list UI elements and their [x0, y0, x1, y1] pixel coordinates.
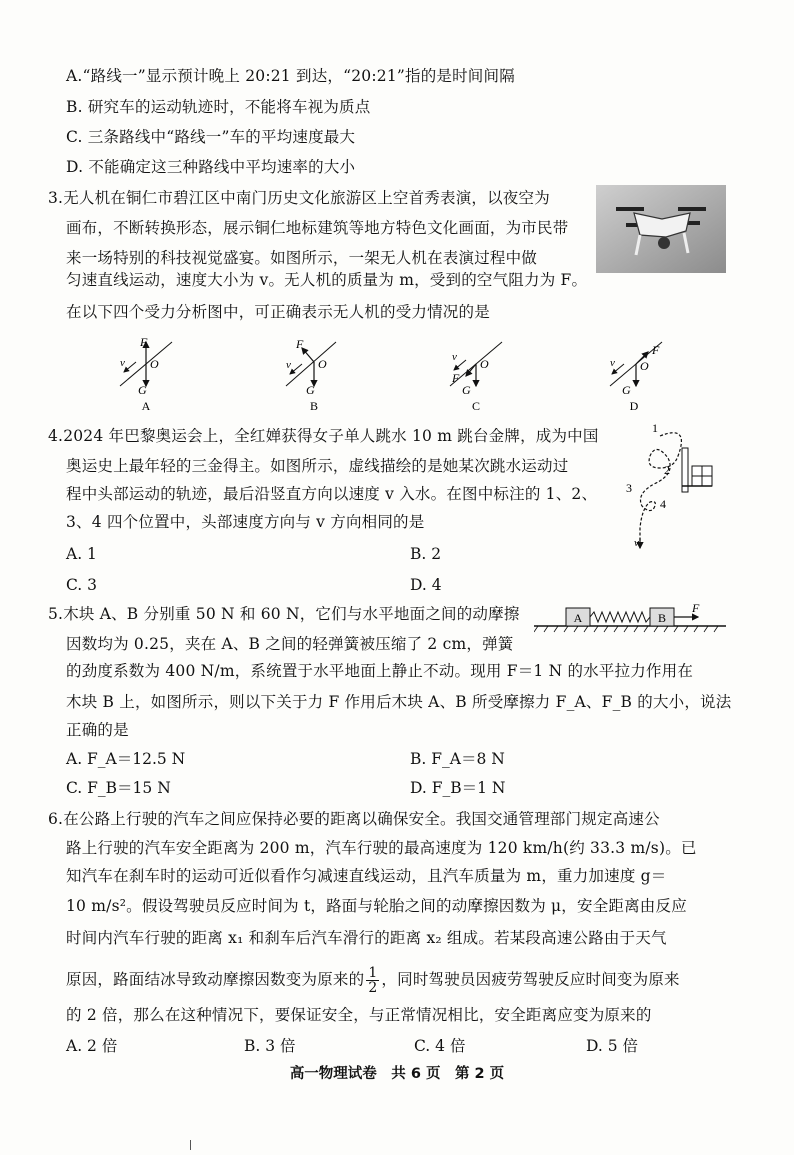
- q4-option-a: A. 1: [66, 545, 97, 563]
- q5-line-4: 木块 B 上，如图所示，则以下关于力 F 作用后木块 A、B 所受摩擦力 F_A、F_B 的大小，说法: [66, 693, 732, 711]
- diagram-a-o-label: O: [150, 357, 159, 371]
- diagram-c-v-label: v: [452, 351, 457, 363]
- diving-trajectory-figure: [620, 418, 730, 552]
- q6-line-6-before: 原因，路面结冰导致动摩擦因数变为原来的: [66, 970, 365, 989]
- q2-option-b: B. 研究车的运动轨迹时，不能将车视为质点: [66, 98, 371, 116]
- q3-force-diagrams: [110, 336, 710, 414]
- q6-line-7: 的 2 倍，那么在这种情况下，要保证安全，与正常情况相比，安全距离应变为原来的: [66, 1006, 652, 1024]
- q6-option-d: D. 5 倍: [586, 1037, 639, 1055]
- q6-line-3: 知汽车在刹车时的运动可近似看作匀减速直线运动，且汽车质量为 m，重力加速度 g＝: [66, 867, 667, 885]
- diagram-d-o-label: O: [640, 359, 649, 373]
- trajectory-point-3: 3: [626, 481, 632, 495]
- q5-line-1: 5.木块 A、B 分别重 50 N 和 60 N，它们与水平地面之间的动摩擦: [48, 605, 520, 623]
- q5-option-c: C. F_B＝15 N: [66, 779, 171, 797]
- q5-option-b: B. F_A＝8 N: [410, 750, 505, 768]
- diagram-a-v-label: v: [120, 357, 125, 369]
- q6-fraction-numerator: 1: [368, 965, 378, 981]
- diagram-d-g-label: G: [622, 383, 631, 397]
- block-a-label: A: [573, 611, 583, 625]
- trajectory-point-1: 1: [652, 421, 658, 435]
- force-f-label: F: [692, 601, 700, 615]
- q3-line-3: 来一场特别的科技视觉盛宴。如图所示，一架无人机在表演过程中做: [66, 249, 538, 267]
- q3-line-1: 3.无人机在铜仁市碧江区中南门历史文化旅游区上空首秀表演，以夜空为: [48, 189, 550, 207]
- q6-line-6-after: ，同时驾驶员因疲劳驾驶反应时间变为原来: [381, 970, 680, 989]
- trajectory-velocity-label: v: [634, 537, 639, 549]
- block-b-label: B: [657, 611, 667, 625]
- q2-option-d: D. 不能确定这三种路线中平均速率的大小: [66, 158, 356, 176]
- q4-line-3: 程中头部运动的轨迹，最后沿竖直方向以速度 v 入水。在图中标注的 1、2、: [66, 485, 598, 503]
- q3-line-4: 匀速直线运动，速度大小为 v。无人机的质量为 m，受到的空气阻力为 F。: [66, 271, 588, 289]
- q4-line-4: 3、4 四个位置中，头部速度方向与 v 方向相同的是: [66, 513, 425, 531]
- spring-blocks-figure: [534, 598, 730, 638]
- q6-line-5: 时间内汽车行驶的距离 x₁ 和刹车后汽车滑行的距离 x₂ 组成。若某段高速公路由于天气: [66, 929, 667, 947]
- diagram-d-v-label: v: [610, 357, 615, 369]
- diagram-d-letter: D: [629, 399, 639, 413]
- diagram-a-f-label: F: [140, 336, 148, 349]
- diagram-b: [286, 337, 336, 413]
- q6-line-4: 10 m/s²。假设驾驶员反应时间为 t，路面与轮胎之间的动摩擦因数为 μ，安全距离由反应: [66, 897, 687, 915]
- diagram-c-f-label: F: [452, 371, 460, 385]
- q4-line-1: 4.2024 年巴黎奥运会上，全红婵获得女子单人跳水 10 m 跳台金牌，成为中国: [48, 427, 599, 445]
- q6-option-a: A. 2 倍: [66, 1037, 118, 1055]
- q5-line-2: 因数均为 0.25，夹在 A、B 之间的轻弹簧被压缩了 2 cm，弹簧: [66, 635, 514, 653]
- q2-option-a: A.“路线一”显示预计晚上 20:21 到达，“20:21”指的是时间间隔: [66, 67, 515, 85]
- q3-line-5: 在以下四个受力分析图中，可正确表示无人机的受力情况的是: [66, 303, 490, 321]
- q6-fraction: [366, 966, 379, 995]
- diagram-b-letter: B: [309, 399, 319, 413]
- diagram-a: [120, 336, 172, 413]
- diagram-a-letter: A: [141, 399, 151, 413]
- q6-option-c: C. 4 倍: [414, 1037, 466, 1055]
- diagram-d: [610, 342, 662, 413]
- q6-option-b: B. 3 倍: [244, 1037, 296, 1055]
- diagram-c: [450, 342, 502, 413]
- q4-option-c: C. 3: [66, 576, 98, 594]
- q6-line-2: 路上行驶的汽车安全距离为 200 m，汽车行驶的最高速度为 120 km/h(约 33.3 m/s)。已: [66, 839, 697, 857]
- q6-line-1: 6.在公路上行驶的汽车之间应保持必要的距离以确保安全。我国交通管理部门规定高速公: [48, 810, 660, 828]
- scan-mark: [190, 1140, 191, 1150]
- diagram-c-g-label: G: [462, 383, 471, 397]
- q2-option-c: C. 三条路线中“路线一”车的平均速度最大: [66, 128, 356, 146]
- drone-photo: [596, 185, 726, 273]
- q5-line-3: 的劲度系数为 400 N/m，系统置于水平地面上静止不动。现用 F＝1 N 的水平拉力作用在: [66, 662, 694, 680]
- q3-line-2: 画布，不断转换形态，展示铜仁地标建筑等地方特色文化画面，为市民带: [66, 219, 569, 237]
- q4-option-d: D. 4: [410, 576, 442, 594]
- diagram-b-f-label: F: [296, 337, 304, 351]
- trajectory-point-4: 4: [660, 497, 666, 511]
- diagram-d-f-label: F: [652, 343, 660, 357]
- q5-option-d: D. F_B＝1 N: [410, 779, 506, 797]
- q5-line-5: 正确的是: [66, 721, 129, 739]
- diagram-b-g-label: G: [306, 383, 315, 397]
- diagram-c-o-label: O: [480, 357, 489, 371]
- diagram-a-g-label: G: [138, 383, 147, 397]
- q4-line-2: 奥运史上最年轻的三金得主。如图所示，虚线描绘的是她某次跳水运动过: [66, 457, 569, 475]
- trajectory-point-2: 2: [664, 463, 670, 477]
- q4-option-b: B. 2: [410, 545, 442, 563]
- diagram-b-v-label: v: [286, 359, 291, 371]
- page-footer: 高一物理试卷 共 6 页 第 2 页: [289, 1066, 505, 1082]
- diagram-c-letter: C: [471, 399, 481, 413]
- q5-option-a: A. F_A＝12.5 N: [66, 750, 186, 768]
- q6-fraction-denominator: 2: [368, 980, 378, 996]
- diagram-b-o-label: O: [318, 357, 327, 371]
- q6-line-6: [66, 966, 680, 995]
